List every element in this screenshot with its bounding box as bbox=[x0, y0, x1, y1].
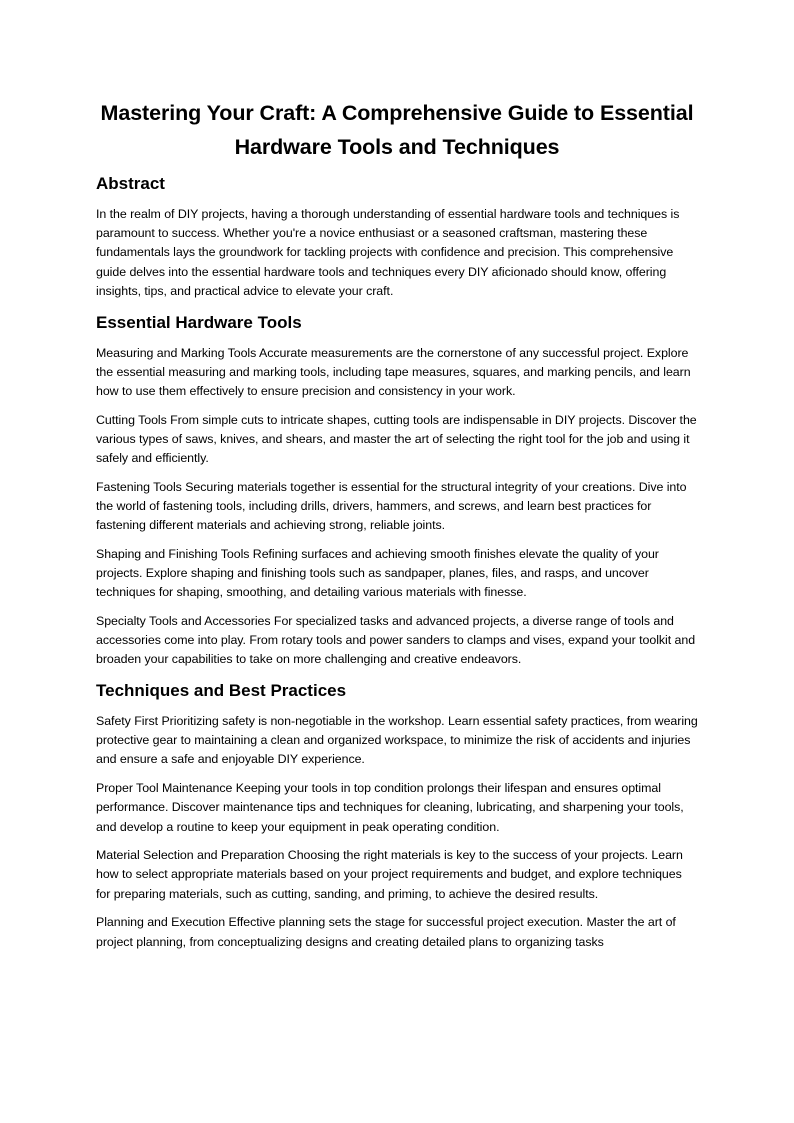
paragraph-shaping-tools: Shaping and Finishing Tools Refining surfaces and achieving smooth finishes elevate the quality of your projects. Explore shaping and finishing tools such as sandpaper, planes, files, and rasps, and uncover techniques for shaping, smoothing, and detailing various materials with finesse. bbox=[96, 546, 659, 600]
section-heading-essential-tools: Essential Hardware Tools bbox=[96, 312, 302, 332]
section-heading-techniques: Techniques and Best Practices bbox=[96, 681, 347, 701]
paragraph-measuring-tools: Measuring and Marking Tools Accurate measurements are the cornerstone of any successful project. Explore the essential measuring and marking tools, including tape measures, squares, and marking pencils, and learn how to use them effectively to ensure precision and consistency in your work. bbox=[96, 345, 691, 398]
paragraph-fastening-tools: Fastening Tools Securing materials together is essential for the structural integrity of your creations. Dive into the world of fastening tools, including drills, drivers, hammers, and screws, and learn best practices for fastening different materials and achieving strong, reliable joints. bbox=[96, 479, 687, 533]
paragraph-cutting-tools: Cutting Tools From simple cuts to intricate shapes, cutting tools are indispensable in DIY projects. Discover the various types of saws, knives, and shears, and master the art of selecting the right tool for the job and using it safely and efficiently. bbox=[96, 412, 697, 466]
document-page bbox=[96, 96, 698, 961]
document-title: Mastering Your Craft: A Comprehensive Guide to Essential Hardware Tools and Techniques bbox=[100, 101, 694, 159]
paragraph-specialty-tools: Specialty Tools and Accessories For specialized tasks and advanced projects, a diverse range of tools and accessories come into play. From rotary tools and power sanders to clamps and vises, expand your toolkit and broaden your capabilities to take on more challenging and creative endeavors. bbox=[96, 613, 696, 667]
paragraph-material-selection: Material Selection and Preparation Choosing the right materials is key to the success of your projects. Learn how to select appropriate materials based on your project requirements and budget, and explore techniques for preparing materials, such as cutting, sanding, and priming, to achieve the desired results. bbox=[96, 848, 683, 901]
paragraph-tool-maintenance: Proper Tool Maintenance Keeping your tools in top condition prolongs their lifespan and ensures optimal performance. Discover maintenance tips and techniques for cleaning, lubricating, and sharpening your tools, and develop a routine to keep your equipment in peak operating condition. bbox=[96, 781, 684, 834]
section-heading-abstract: Abstract bbox=[96, 174, 165, 193]
paragraph-planning-execution: Planning and Execution Effective planning sets the stage for successful project execution. Master the art of project planning, from conceptualizing designs and creating detailed plans to organizing tasks bbox=[96, 915, 676, 949]
abstract-paragraph: In the realm of DIY projects, having a thorough understanding of essential hardware tools and techniques is paramount to success. Whether you're a novice enthusiast or a seasoned craftsman, mastering these fundamentals lays the groundwork for tackling projects with confidence and precision. This comprehensive guide delves into the essential hardware tools and techniques every DIY aficionado should know, offering insights, tips, and practical advice to elevate your craft. bbox=[96, 207, 680, 298]
paragraph-safety-first: Safety First Prioritizing safety is non-negotiable in the workshop. Learn essential safety practices, from wearing protective gear to maintaining a clean and organized workspace, to minimize the risk of accidents and injuries and ensure a safe and enjoyable DIY experience. bbox=[96, 714, 698, 767]
